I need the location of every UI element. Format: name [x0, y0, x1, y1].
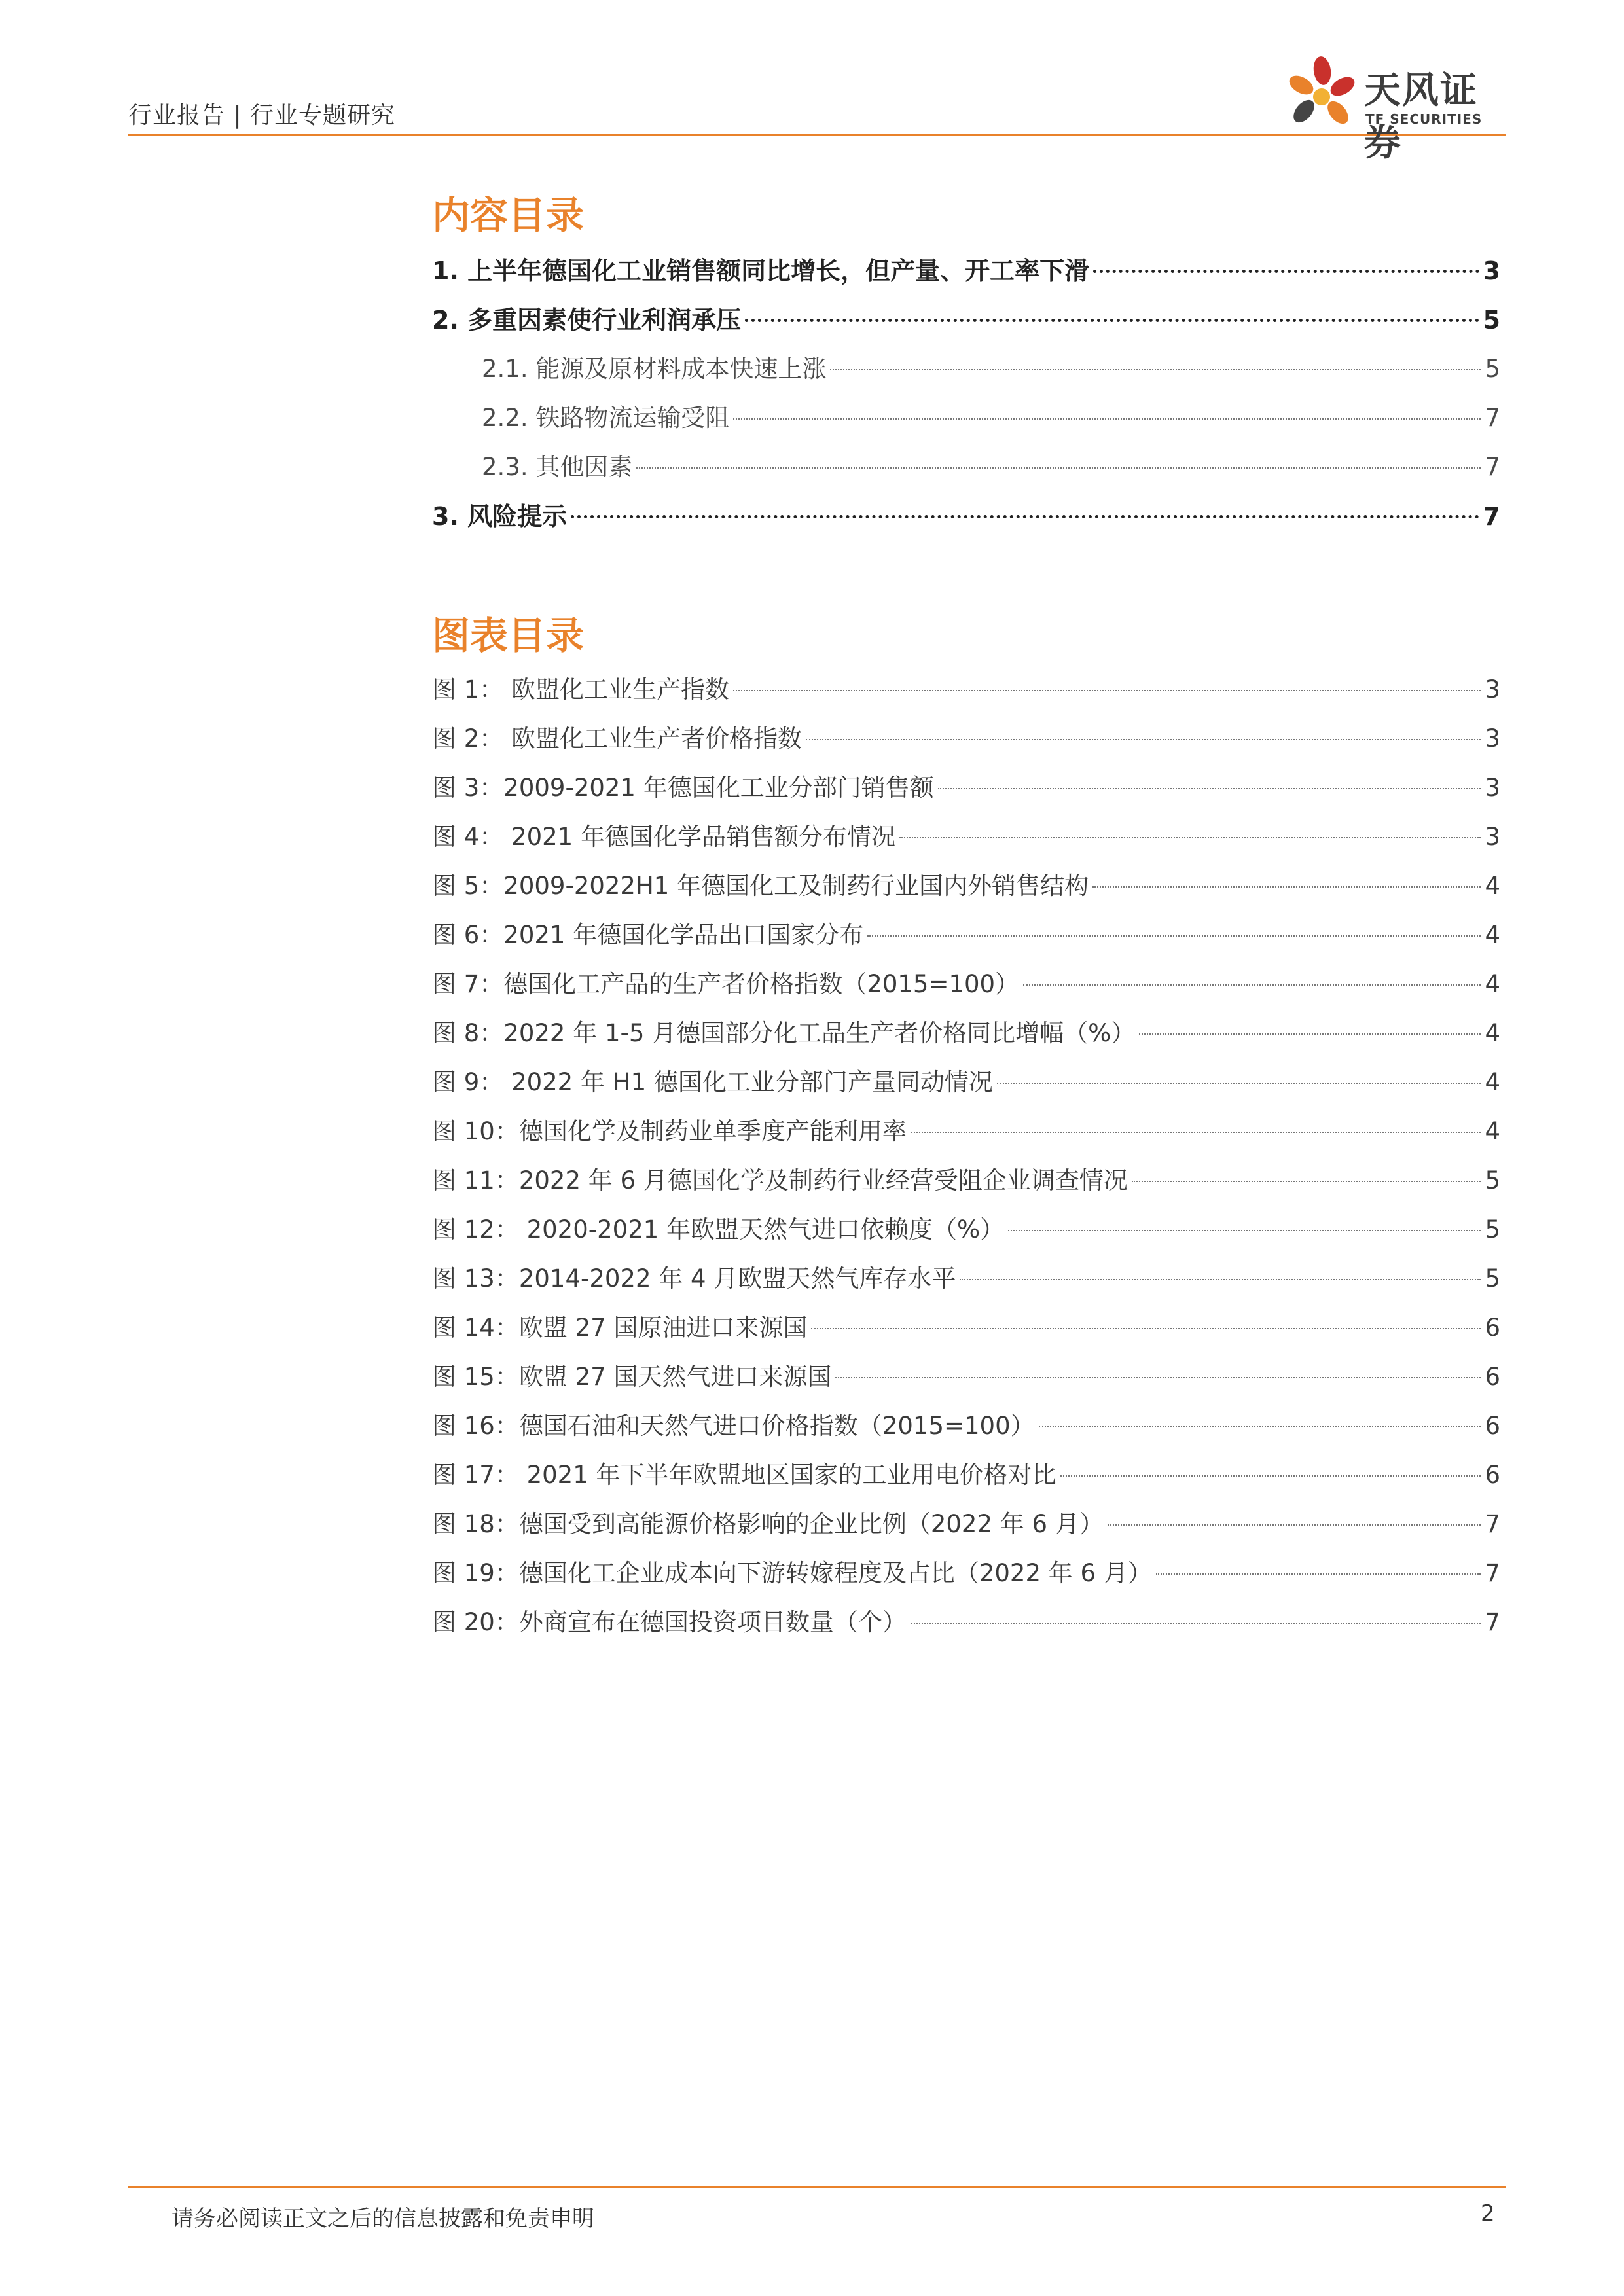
figure-entry[interactable]: [432, 768, 1500, 808]
dot-leader: [1132, 1181, 1481, 1182]
figure-entry-text: 图 6：2021 年德国化学品出口国家分布: [432, 921, 864, 949]
figure-entry-text: 图 3：2009-2021 年德国化工业分部门销售额: [432, 774, 934, 802]
toc-item-page: 7: [1483, 502, 1500, 531]
figure-entry-page: 5: [1485, 1265, 1500, 1293]
figure-entry-page: 7: [1485, 1510, 1500, 1538]
dot-leader: [1156, 1573, 1481, 1575]
toc-item-text: 1. 上半年德国化工业销售额同比增长，但产量、开工率下滑: [432, 257, 1090, 285]
figure-entry[interactable]: [432, 1554, 1500, 1593]
toc-item-text: 2.2. 铁路物流运输受阻: [482, 404, 730, 432]
figure-entry-page: 4: [1485, 970, 1500, 998]
dot-leader: [867, 935, 1481, 937]
dot-leader: [1023, 984, 1481, 986]
dot-leader: [1008, 1230, 1481, 1231]
figure-entry-page: 3: [1485, 675, 1500, 704]
figure-entry-text: 图 16：德国石油和天然气进口价格指数（2015=100）: [432, 1412, 1035, 1440]
dot-leader: [1039, 1426, 1481, 1427]
figure-entry-page: 3: [1485, 823, 1500, 851]
figure-entry[interactable]: [432, 670, 1500, 709]
logo-name: 天风证券: [1364, 69, 1478, 164]
dot-leader: [571, 515, 1479, 518]
dot-leader: [636, 467, 1481, 469]
dot-leader: [806, 739, 1481, 740]
figure-entry-text: 图 14：欧盟 27 国原油进口来源国: [432, 1314, 808, 1342]
figure-entry[interactable]: [432, 1259, 1500, 1299]
dot-leader: [811, 1328, 1481, 1329]
figure-entry[interactable]: [432, 817, 1500, 857]
figure-entry-text: 图 10：德国化学及制药业单季度产能利用率: [432, 1117, 907, 1145]
toc-item-text: 3. 风险提示: [432, 502, 568, 531]
figure-entry[interactable]: [432, 1505, 1500, 1544]
figure-entry[interactable]: [432, 1603, 1500, 1642]
figure-entry-text: 图 17： 2021 年下半年欧盟地区国家的工业用电价格对比: [432, 1461, 1056, 1489]
figure-entry-page: 3: [1485, 774, 1500, 802]
figure-entry-text: 图 4： 2021 年德国化学品销售额分布情况: [432, 823, 895, 851]
figures-title: 图表目录: [432, 613, 585, 658]
figure-entry[interactable]: [432, 719, 1500, 759]
toc-item-page: 3: [1483, 257, 1500, 285]
figure-entry[interactable]: [432, 1308, 1500, 1348]
dot-leader: [733, 418, 1481, 420]
figure-entry-page: 3: [1485, 725, 1500, 753]
page-number: 2: [1481, 2200, 1495, 2227]
footer-disclaimer: 请务必阅读正文之后的信息披露和免责申明: [171, 2206, 594, 2232]
figure-entry[interactable]: [432, 965, 1500, 1004]
figure-entry-text: 图 1： 欧盟化工业生产指数: [432, 675, 730, 704]
figure-entry-page: 4: [1485, 872, 1500, 900]
toc-subitem[interactable]: [482, 448, 1500, 487]
figure-entry-page: 4: [1485, 921, 1500, 949]
toc-item[interactable]: [432, 300, 1500, 340]
logo-subtitle: TF SECURITIES: [1365, 111, 1483, 127]
dot-leader: [1139, 1033, 1481, 1035]
toc-item[interactable]: [432, 497, 1500, 536]
figure-entry[interactable]: [432, 1063, 1500, 1102]
company-logo: [1282, 54, 1511, 164]
toc-item-page: 5: [1483, 306, 1500, 334]
toc-title: 内容目录: [432, 193, 585, 238]
figure-entry[interactable]: [432, 1407, 1500, 1446]
figure-entry-page: 6: [1485, 1314, 1500, 1342]
figure-entry-page: 6: [1485, 1461, 1500, 1489]
figure-entry-page: 7: [1485, 1608, 1500, 1636]
figure-entry[interactable]: [432, 867, 1500, 906]
toc-item-page: 7: [1485, 453, 1500, 481]
figure-entry-text: 图 8：2022 年 1-5 月德国部分化工品生产者价格同比增幅（%）: [432, 1019, 1136, 1047]
figure-entry-page: 6: [1485, 1363, 1500, 1391]
figure-entry-page: 4: [1485, 1019, 1500, 1047]
figure-entry[interactable]: [432, 1112, 1500, 1151]
dot-leader: [1060, 1475, 1481, 1477]
dot-leader: [745, 319, 1479, 322]
toc-item-text: 2. 多重因素使行业利润承压: [432, 306, 742, 334]
dot-leader: [997, 1083, 1481, 1084]
figure-entry[interactable]: [432, 1357, 1500, 1397]
dot-leader: [911, 1623, 1481, 1624]
dot-leader: [1092, 886, 1481, 888]
figure-entry-text: 图 2： 欧盟化工业生产者价格指数: [432, 725, 803, 753]
header-label: 行业报告 | 行业专题研究: [128, 102, 396, 129]
dot-leader: [830, 369, 1481, 370]
figure-entry-text: 图 5：2009-2022H1 年德国化工及制药行业国内外销售结构: [432, 872, 1089, 900]
dot-leader: [938, 788, 1481, 789]
dot-leader: [911, 1132, 1481, 1133]
figure-entry-page: 6: [1485, 1412, 1500, 1440]
dot-leader: [835, 1377, 1481, 1378]
toc-item-page: 7: [1485, 404, 1500, 432]
dot-leader: [899, 837, 1481, 838]
figure-entry[interactable]: [432, 1161, 1500, 1200]
toc-subitem[interactable]: [482, 350, 1500, 389]
figure-entry[interactable]: [432, 1210, 1500, 1249]
toc-subitem[interactable]: [482, 399, 1500, 438]
figure-entry-page: 5: [1485, 1166, 1500, 1194]
toc-item-page: 5: [1485, 355, 1500, 383]
dot-leader: [1108, 1524, 1481, 1526]
figure-entry-text: 图 12： 2020-2021 年欧盟天然气进口依赖度（%）: [432, 1215, 1005, 1244]
figure-entry[interactable]: [432, 1456, 1500, 1495]
dot-leader: [960, 1279, 1481, 1280]
figure-entry-page: 4: [1485, 1117, 1500, 1145]
figure-entry-text: 图 9： 2022 年 H1 德国化工业分部门产量同动情况: [432, 1068, 993, 1096]
dot-leader: [1093, 270, 1479, 273]
toc-item-text: 2.1. 能源及原材料成本快速上涨: [482, 355, 827, 383]
figure-entry-page: 4: [1485, 1068, 1500, 1096]
figure-entry-text: 图 15：欧盟 27 国天然气进口来源国: [432, 1363, 832, 1391]
footer-divider: [128, 2186, 1506, 2188]
figure-entry-text: 图 13：2014-2022 年 4 月欧盟天然气库存水平: [432, 1265, 956, 1293]
toc-item-text: 2.3. 其他因素: [482, 453, 633, 481]
figure-entry-page: 5: [1485, 1215, 1500, 1244]
figure-entry-text: 图 7：德国化工产品的生产者价格指数（2015=100）: [432, 970, 1020, 998]
figure-entry-text: 图 18：德国受到高能源价格影响的企业比例（2022 年 6 月）: [432, 1510, 1104, 1538]
toc-item[interactable]: [432, 251, 1500, 291]
figure-entry-page: 7: [1485, 1559, 1500, 1587]
figure-entry-text: 图 11：2022 年 6 月德国化学及制药行业经营受阻企业调查情况: [432, 1166, 1128, 1194]
figure-entry[interactable]: [432, 916, 1500, 955]
dot-leader: [733, 690, 1481, 691]
figure-entry-text: 图 19：德国化工企业成本向下游转嫁程度及占比（2022 年 6 月）: [432, 1559, 1152, 1587]
figure-entry[interactable]: [432, 1014, 1500, 1053]
flower-logo-icon: [1282, 54, 1360, 135]
figure-entry-text: 图 20：外商宣布在德国投资项目数量（个）: [432, 1608, 907, 1636]
